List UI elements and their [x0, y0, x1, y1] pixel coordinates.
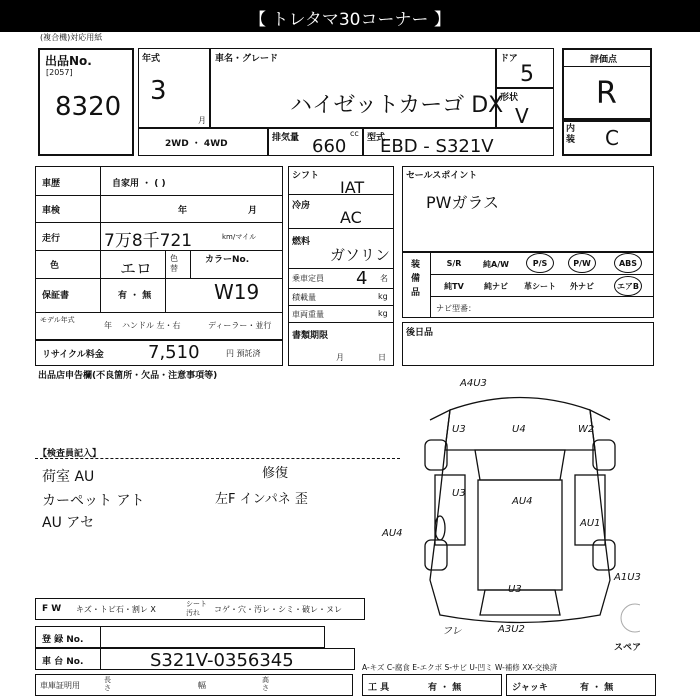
- equipment-item: 革シート: [524, 282, 556, 291]
- model-year-label: モデル年式: [40, 316, 75, 324]
- displacement-unit: cc: [350, 129, 359, 138]
- model-year-year: 年: [104, 321, 112, 330]
- shift-label: シフト: [292, 171, 320, 181]
- mark-u3-left: U3: [452, 424, 466, 435]
- year-month-label: 月: [198, 116, 206, 125]
- doors-label: ドア: [500, 54, 518, 64]
- displacement-label: 排気量: [272, 133, 300, 143]
- docs-label: 書類期限: [292, 331, 329, 341]
- header-bar: [0, 0, 700, 32]
- mark-w2: W2: [578, 424, 595, 435]
- pw-circle: [568, 253, 596, 273]
- weight-label: 車両重量: [292, 310, 324, 319]
- grade-label: 評価点: [590, 55, 618, 65]
- history-value: 自家用 ・ ( ): [112, 179, 166, 189]
- abs-circle: [614, 253, 642, 273]
- mark-fure: フレ: [442, 626, 462, 637]
- lot-stamp: [2057]: [46, 68, 73, 77]
- load-unit: kg: [378, 292, 388, 301]
- capacity-unit: 名: [380, 274, 388, 283]
- color-code-label: カラーNo.: [205, 255, 250, 265]
- inspection-month: 月: [248, 206, 258, 216]
- recycle-label: リサイクル料金: [42, 350, 104, 360]
- ac-label: 冷房: [292, 201, 311, 211]
- repair-value: 左F インパネ 歪: [215, 492, 308, 507]
- fuel-label: 燃料: [292, 237, 311, 247]
- fuel-value: ガソリン: [330, 246, 391, 264]
- color-code: W19: [214, 280, 260, 304]
- mileage-unit: km/マイル: [222, 233, 257, 241]
- interior-label: 内装: [566, 124, 576, 145]
- header-title: 【 トレタマ30コーナー 】: [249, 10, 451, 30]
- cert-label: 車庫証明用: [40, 681, 80, 690]
- ps-circle: [526, 253, 554, 273]
- jack-label: ジャッキ: [512, 683, 548, 693]
- chassis-label: 車 台 No.: [42, 657, 84, 667]
- equipment-item: 純ナビ: [484, 282, 508, 291]
- docs-month: 月: [336, 353, 344, 362]
- recycle-value: 7,510: [148, 342, 200, 363]
- mark-au1: AU1: [580, 518, 601, 529]
- interior-value: C: [605, 126, 619, 150]
- sales-point-value: PWガラス: [426, 193, 499, 212]
- spare-label: スペア: [614, 643, 642, 653]
- warranty-value: 有 ・ 無: [118, 291, 152, 301]
- mileage-value: 7万8千721: [104, 231, 193, 251]
- navi-label: ナビ型番：: [436, 304, 476, 313]
- lot-label: 出品No.: [45, 54, 92, 68]
- equipment-item: S/R: [446, 259, 462, 268]
- cert-height: 高さ: [262, 676, 269, 692]
- mark-au4-left: AU4: [382, 528, 403, 539]
- inspector-label: 【検査員記入】: [38, 449, 102, 459]
- doors-value: 5: [520, 62, 534, 87]
- drive-label: 2WD ・ 4WD: [165, 139, 228, 149]
- equipment-item: ABS: [618, 259, 638, 268]
- capacity-label: 乗車定員: [292, 274, 324, 283]
- equipment-item: 純TV: [444, 282, 464, 291]
- inspection-year: 年: [178, 206, 188, 216]
- docs-day: 日: [378, 353, 386, 362]
- color-label: 色: [50, 261, 60, 271]
- mark-u3-rear: U3: [508, 584, 522, 595]
- cert-len: 長さ: [104, 676, 111, 692]
- inspector-line-3: AU アセ: [42, 515, 95, 531]
- equipment-label: 装備品: [411, 260, 421, 298]
- shift-value: IAT: [340, 178, 365, 197]
- tools-label: 工 具: [368, 683, 390, 693]
- mark-a3u2: A3U2: [498, 624, 525, 635]
- model-value: ハイゼットカーゴ DX: [290, 93, 504, 118]
- reg-label: 登 録 No.: [42, 635, 84, 645]
- jack-value: 有 ・ 無: [580, 683, 614, 693]
- equipment-item: P/S: [532, 259, 548, 268]
- model-year-handle: ハンドル 左・右: [122, 321, 181, 330]
- airbag-circle: [614, 276, 642, 296]
- recycle-unit: 円 預託済: [226, 349, 261, 358]
- inspector-line-2: カーペット アト: [42, 493, 145, 509]
- model-label: 車名・グレード: [215, 54, 279, 64]
- legend: A-キズ C-腐食 E-エクボ S-サビ U-凹ミ W-補修 XX-交換済: [362, 663, 558, 672]
- fw-label: F W: [42, 604, 62, 614]
- chassis-value: S321V-0356345: [150, 650, 294, 671]
- warranty-label: 保証書: [42, 291, 70, 301]
- fw-seat: シート汚れ: [186, 600, 207, 617]
- mileage-label: 走行: [42, 234, 61, 244]
- mark-a1u3: A1U3: [614, 572, 641, 583]
- inspection-label: 車検: [42, 206, 61, 216]
- car-diagram: [400, 380, 640, 640]
- mark-au4-mid: AU4: [512, 496, 533, 507]
- modelcode-label: 型式: [367, 133, 386, 143]
- equipment-item: エアB: [616, 282, 640, 291]
- ac-value: AC: [340, 208, 362, 227]
- shape-label: 形状: [500, 93, 519, 103]
- fw-rest: コゲ・穴・汚レ・シミ・破レ・ヌレ: [214, 605, 342, 614]
- sales-point-label: セールスポイント: [406, 171, 478, 181]
- color-change-label: 色替: [170, 254, 178, 273]
- year-value: 3: [150, 76, 167, 106]
- lot-number: 8320: [55, 92, 122, 122]
- model-year-dealer: ディーラー・並行: [208, 321, 272, 330]
- cert-row: [35, 674, 353, 696]
- fw-text: キズ・トビ石・割レ X: [76, 605, 156, 614]
- equipment-item: P/W: [573, 259, 591, 268]
- load-label: 積載量: [292, 293, 316, 302]
- top-note: (複合機)対応用紙: [40, 33, 103, 42]
- modelcode-value: EBD - S321V: [380, 136, 494, 157]
- year-label: 年式: [142, 54, 161, 64]
- capacity-value: 4: [356, 268, 368, 289]
- tools-value: 有 ・ 無: [428, 683, 462, 693]
- cert-width: 幅: [198, 681, 206, 690]
- retrofit-box: [402, 322, 654, 366]
- mark-a4u3: A4U3: [460, 378, 487, 389]
- retrofit-label: 後日品: [406, 328, 434, 338]
- grade-value: R: [596, 76, 617, 111]
- inspector-line-1: 荷室 AU: [42, 469, 95, 485]
- equipment-item: 純A/W: [483, 260, 509, 269]
- equipment-item: 外ナビ: [570, 282, 594, 291]
- repair-label: 修復: [262, 466, 289, 481]
- displacement-value: 660: [312, 136, 347, 157]
- shape-value: V: [515, 104, 529, 128]
- mark-u4: U4: [512, 424, 526, 435]
- mark-u3-mid: U3: [452, 488, 466, 499]
- weight-unit: kg: [378, 309, 388, 318]
- color-value: エロ: [120, 259, 153, 278]
- history-label: 車歴: [42, 179, 61, 189]
- declaration-label: 出品店申告欄(不良箇所・欠品・注意事項等): [38, 371, 218, 381]
